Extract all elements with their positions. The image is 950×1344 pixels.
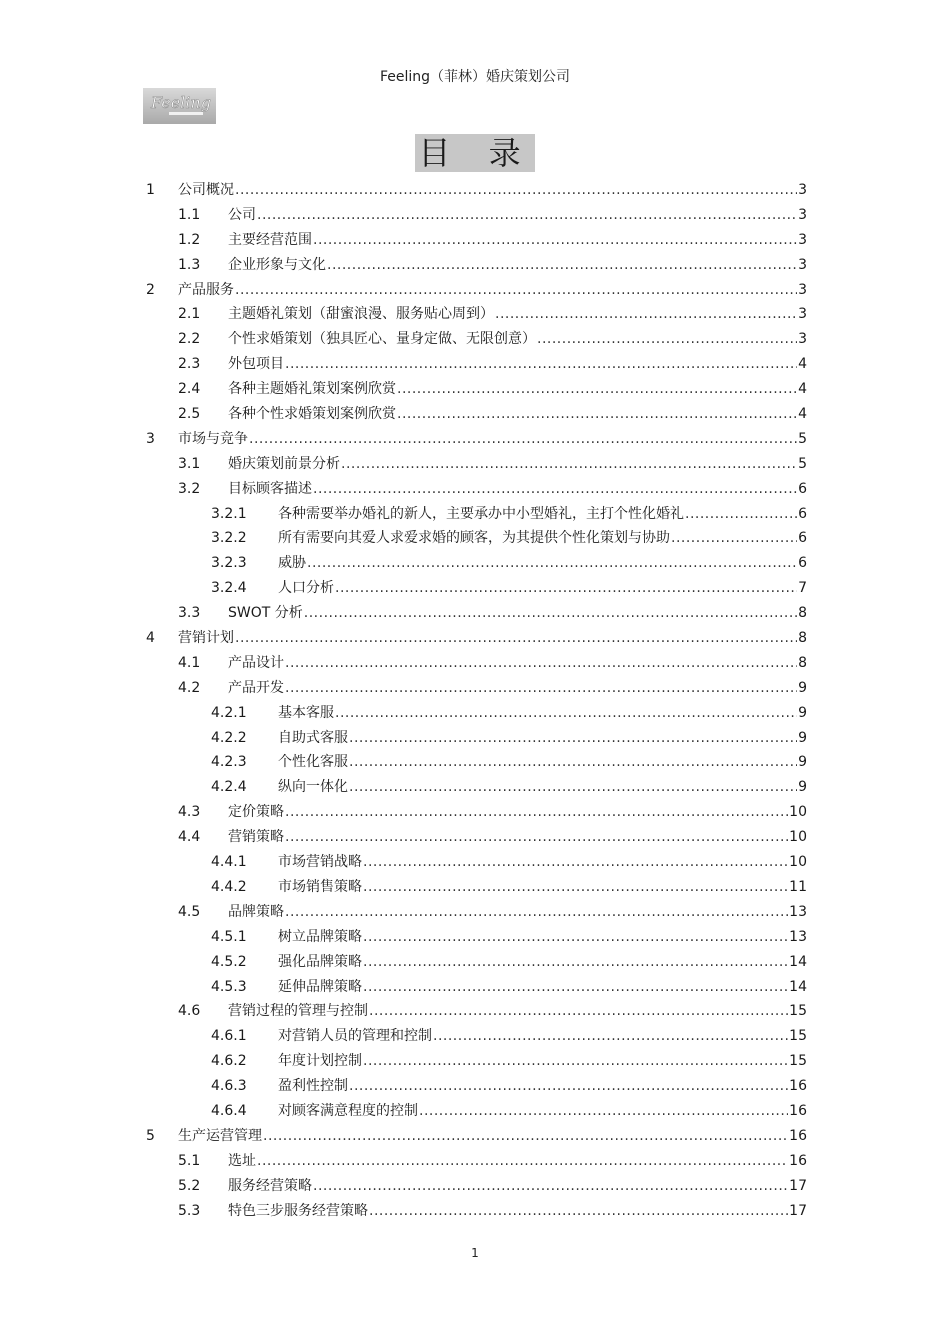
toc-entry-title: 年度计划控制 <box>278 1053 362 1070</box>
toc-entry-title: 服务经营策略 <box>228 1177 312 1194</box>
toc-entry-title: 主要经营范围 <box>228 231 312 248</box>
page-header <box>0 66 950 86</box>
toc-dot-leader <box>257 1149 788 1174</box>
toc-entry-page: 16 <box>789 1102 807 1119</box>
toc-entry-page: 9 <box>798 729 807 746</box>
toc-dot-leader <box>285 800 788 825</box>
toc-entry-number: 1.3 <box>178 256 201 273</box>
toc-entry-page: 13 <box>789 928 807 945</box>
toc-dot-leader <box>285 676 797 701</box>
toc-entry[interactable] <box>0 502 950 527</box>
toc-entry-number: 3.2.4 <box>211 580 247 597</box>
toc-dot-leader <box>313 228 797 253</box>
toc-entry-number: 2.3 <box>178 356 201 373</box>
toc-entry[interactable] <box>0 925 950 950</box>
toc-dot-leader <box>363 950 788 975</box>
header-company-name: Feeling（菲林）婚庆策划公司 <box>379 69 571 85</box>
toc-entry[interactable] <box>0 850 950 875</box>
toc-entry[interactable] <box>0 1099 950 1124</box>
toc-dot-leader <box>235 278 797 303</box>
toc-entry-page: 3 <box>798 231 807 248</box>
toc-dot-leader <box>335 701 797 726</box>
toc-dot-leader <box>363 1049 788 1074</box>
toc-entry-number: 4 <box>146 630 155 647</box>
toc-entry-page: 9 <box>798 704 807 721</box>
toc-entry[interactable] <box>0 900 950 925</box>
toc-entry-number: 3.2.2 <box>211 530 247 547</box>
toc-entry-title: 主题婚礼策划（甜蜜浪漫、服务贴心周到） <box>228 306 494 323</box>
toc-entry-number: 2 <box>146 281 155 298</box>
toc-entry[interactable] <box>0 825 950 850</box>
toc-entry-number: 3.2.1 <box>211 505 247 522</box>
toc-entry-page: 17 <box>789 1177 807 1194</box>
toc-entry[interactable] <box>0 750 950 775</box>
toc-entry-page: 13 <box>789 903 807 920</box>
toc-entry-number: 5.1 <box>178 1152 201 1169</box>
toc-entry-page: 7 <box>798 580 807 597</box>
toc-entry-page: 11 <box>789 878 807 895</box>
toc-entry-number: 3.1 <box>178 455 201 472</box>
toc-entry-title: 人口分析 <box>278 580 334 597</box>
toc-entry[interactable] <box>0 1024 950 1049</box>
toc-entry-number: 4.6.1 <box>211 1028 247 1045</box>
toc-dot-leader <box>363 875 788 900</box>
toc-entry-title: 纵向一体化 <box>278 779 348 796</box>
toc-entry[interactable] <box>0 1149 950 1174</box>
toc-entry-title: 基本客服 <box>278 704 334 721</box>
toc-dot-leader <box>349 750 797 775</box>
toc-entry-title: 企业形象与文化 <box>228 256 326 273</box>
toc-entry-title: 市场营销战略 <box>278 854 362 871</box>
toc-dot-leader <box>369 1199 788 1224</box>
toc-entry-page: 3 <box>798 182 807 198</box>
toc-entry-number: 2.4 <box>178 381 201 398</box>
toc-entry-title: 自助式客服 <box>278 729 348 746</box>
toc-entry-page: 17 <box>789 1202 807 1219</box>
company-logo <box>143 88 216 124</box>
toc-entry-number: 3.2.3 <box>211 555 247 572</box>
toc-entry-title: 各种需要举办婚礼的新人，主要承办中小型婚礼，主打个性化婚礼 <box>278 505 684 522</box>
toc-entry-title: 各种主题婚礼策划案例欣赏 <box>228 381 396 398</box>
toc-entry-title: 婚庆策划前景分析 <box>228 455 340 472</box>
toc-dot-leader <box>363 850 788 875</box>
toc-entry-title: 对顾客满意程度的控制 <box>278 1102 418 1119</box>
toc-entry[interactable] <box>0 576 950 601</box>
toc-entry-page: 16 <box>789 1078 807 1095</box>
toc-dot-leader <box>235 178 797 203</box>
toc-entry-number: 5.3 <box>178 1202 201 1219</box>
toc-entry-title: 生产运营管理 <box>178 1127 262 1144</box>
toc-entry[interactable] <box>0 203 950 228</box>
toc-dot-leader <box>285 900 788 925</box>
toc-entry[interactable] <box>0 601 950 626</box>
toc-entry-page: 8 <box>798 654 807 671</box>
toc-entry-title: 公司 <box>228 206 256 223</box>
toc-entry-page: 3 <box>798 256 807 273</box>
toc-entry[interactable] <box>0 477 950 502</box>
logo-text: Feeling <box>151 93 211 112</box>
toc-dot-leader <box>313 1174 788 1199</box>
toc-entry[interactable] <box>0 551 950 576</box>
toc-entry-page: 10 <box>789 854 807 871</box>
toc-entry-page: 16 <box>789 1152 807 1169</box>
toc-dot-leader <box>495 302 797 327</box>
toc-entry-title: 公司概况 <box>178 182 234 198</box>
toc-dot-leader <box>349 775 797 800</box>
toc-entry-page: 4 <box>798 381 807 398</box>
toc-entry[interactable] <box>0 975 950 1000</box>
toc-entry-page: 10 <box>789 804 807 821</box>
toc-entry[interactable] <box>0 352 950 377</box>
toc-entry-title: 延伸品牌策略 <box>278 978 362 995</box>
toc-dot-leader <box>257 203 797 228</box>
toc-entry-title: 强化品牌策略 <box>278 953 362 970</box>
toc-entry[interactable] <box>0 651 950 676</box>
toc-entry-title: 营销过程的管理与控制 <box>228 1003 368 1020</box>
toc-title <box>0 134 950 172</box>
toc-entry[interactable] <box>0 253 950 278</box>
toc-dot-leader <box>249 427 797 452</box>
toc-dot-leader <box>671 526 797 551</box>
toc-dot-leader <box>304 601 797 626</box>
toc-dot-leader <box>397 402 797 427</box>
toc-entry-number: 2.1 <box>178 306 201 323</box>
toc-entry-page: 14 <box>789 953 807 970</box>
toc-dot-leader <box>285 651 797 676</box>
toc-entry-title: 目标顾客描述 <box>228 480 312 497</box>
toc-dot-leader <box>263 1124 788 1149</box>
toc-entry-number: 4.3 <box>178 804 201 821</box>
toc-entry-page: 9 <box>798 679 807 696</box>
toc-entry-page: 3 <box>798 281 807 298</box>
toc-entry-title: 外包项目 <box>228 356 284 373</box>
toc-entry-title: 产品设计 <box>228 654 284 671</box>
toc-entry[interactable] <box>0 178 950 203</box>
toc-entry-page: 5 <box>798 430 807 447</box>
toc-entry-page: 15 <box>789 1028 807 1045</box>
toc-entry-page: 5 <box>798 455 807 472</box>
logo-image <box>143 88 216 124</box>
toc-entry-title: 所有需要向其爱人求爱求婚的顾客，为其提供个性化策划与协助 <box>278 530 670 547</box>
toc-dot-leader <box>397 377 797 402</box>
toc-entry-page: 9 <box>798 754 807 771</box>
toc-dot-leader <box>313 477 797 502</box>
toc-entry-page: 3 <box>798 206 807 223</box>
toc-entry-number: 3 <box>146 430 155 447</box>
toc-entry[interactable] <box>0 377 950 402</box>
toc-entry-page: 6 <box>798 530 807 547</box>
toc-dot-leader <box>419 1099 788 1124</box>
toc-entry-number: 4.2.4 <box>211 779 247 796</box>
toc-dot-leader <box>685 502 797 527</box>
toc-entry-number: 1.2 <box>178 231 201 248</box>
toc-entry-number: 5 <box>146 1127 155 1144</box>
toc-entry[interactable] <box>0 875 950 900</box>
toc-entry-title: 市场销售策略 <box>278 878 362 895</box>
toc-entry[interactable] <box>0 1174 950 1199</box>
toc-entry-number: 3.2 <box>178 480 201 497</box>
toc-entry-title: 营销策略 <box>228 829 284 846</box>
table-of-contents <box>0 178 950 1223</box>
toc-dot-leader <box>349 1074 788 1099</box>
toc-entry-title: 特色三步服务经营策略 <box>228 1202 368 1219</box>
toc-entry[interactable] <box>0 999 950 1024</box>
toc-entry-title: 对营销人员的管理和控制 <box>278 1028 432 1045</box>
toc-dot-leader <box>327 253 797 278</box>
toc-dot-leader <box>285 352 797 377</box>
toc-entry-title: 品牌策略 <box>228 903 284 920</box>
toc-entry[interactable] <box>0 427 950 452</box>
toc-entry-page: 10 <box>789 829 807 846</box>
toc-entry-number: 4.4.1 <box>211 854 247 871</box>
toc-entry-number: 2.2 <box>178 331 201 348</box>
toc-entry-title: 市场与竞争 <box>178 430 248 447</box>
toc-entry-page: 6 <box>798 480 807 497</box>
toc-entry-number: 4.5 <box>178 903 201 920</box>
toc-entry[interactable] <box>0 302 950 327</box>
toc-dot-leader <box>335 576 797 601</box>
toc-entry-page: 3 <box>798 306 807 323</box>
toc-entry[interactable] <box>0 800 950 825</box>
toc-dot-leader <box>369 999 788 1024</box>
toc-dot-leader <box>537 327 797 352</box>
toc-entry-number: 4.5.3 <box>211 978 247 995</box>
toc-entry[interactable] <box>0 402 950 427</box>
toc-entry[interactable] <box>0 726 950 751</box>
toc-entry-number: 4.2.1 <box>211 704 247 721</box>
toc-entry-number: 2.5 <box>178 406 201 423</box>
toc-entry[interactable] <box>0 526 950 551</box>
toc-dot-leader <box>235 626 797 651</box>
toc-entry-number: 4.6.3 <box>211 1078 247 1095</box>
toc-entry[interactable] <box>0 626 950 651</box>
toc-entry-number: 5.2 <box>178 1177 201 1194</box>
toc-entry[interactable] <box>0 676 950 701</box>
toc-entry[interactable] <box>0 1049 950 1074</box>
toc-entry-page: 9 <box>798 779 807 796</box>
toc-entry-title: 各种个性求婚策划案例欣赏 <box>228 406 396 423</box>
toc-dot-leader <box>341 452 797 477</box>
toc-entry[interactable] <box>0 1199 950 1224</box>
toc-entry-page: 4 <box>798 406 807 423</box>
toc-entry-title: 选址 <box>228 1152 256 1169</box>
toc-entry-page: 14 <box>789 978 807 995</box>
toc-entry-title: 盈利性控制 <box>278 1078 348 1095</box>
toc-entry-number: 4.5.1 <box>211 928 247 945</box>
toc-title-text: 目 录 <box>415 134 534 172</box>
toc-entry[interactable] <box>0 228 950 253</box>
toc-entry-number: 4.6.4 <box>211 1102 247 1119</box>
toc-entry-title: SWOT 分析 <box>228 605 303 622</box>
toc-entry-title: 个性求婚策划（独具匠心、量身定做、无限创意） <box>228 331 536 348</box>
toc-dot-leader <box>349 726 797 751</box>
toc-entry[interactable] <box>0 950 950 975</box>
toc-entry-page: 3 <box>798 331 807 348</box>
toc-entry-page: 15 <box>789 1003 807 1020</box>
toc-entry[interactable] <box>0 278 950 303</box>
toc-entry[interactable] <box>0 1124 950 1149</box>
toc-entry-number: 1 <box>146 182 155 198</box>
toc-entry-title: 定价策略 <box>228 804 284 821</box>
toc-dot-leader <box>433 1024 788 1049</box>
toc-dot-leader <box>307 551 797 576</box>
toc-entry-number: 3.3 <box>178 605 201 622</box>
toc-entry-page: 15 <box>789 1053 807 1070</box>
toc-entry-title: 树立品牌策略 <box>278 928 362 945</box>
toc-entry-number: 4.5.2 <box>211 953 247 970</box>
toc-entry-title: 产品开发 <box>228 679 284 696</box>
toc-entry-number: 4.4 <box>178 829 201 846</box>
toc-entry[interactable] <box>0 701 950 726</box>
toc-dot-leader <box>363 975 788 1000</box>
toc-entry[interactable] <box>0 452 950 477</box>
toc-entry-page: 6 <box>798 555 807 572</box>
page-number: 1 <box>471 1246 479 1260</box>
toc-entry-title: 营销计划 <box>178 630 234 647</box>
toc-entry-number: 4.1 <box>178 654 201 671</box>
page-footer <box>0 1246 950 1260</box>
toc-entry-page: 6 <box>798 505 807 522</box>
toc-entry-title: 个性化客服 <box>278 754 348 771</box>
toc-entry-number: 4.2.3 <box>211 754 247 771</box>
logo-underline <box>169 112 203 115</box>
toc-entry-number: 4.4.2 <box>211 878 247 895</box>
toc-entry[interactable] <box>0 327 950 352</box>
toc-entry-number: 4.6 <box>178 1003 201 1020</box>
toc-entry-title: 威胁 <box>278 555 306 572</box>
toc-entry-page: 4 <box>798 356 807 373</box>
toc-entry-number: 4.2.2 <box>211 729 247 746</box>
toc-entry[interactable] <box>0 1074 950 1099</box>
toc-entry-number: 1.1 <box>178 206 201 223</box>
toc-entry-page: 8 <box>798 605 807 622</box>
toc-entry-number: 4.2 <box>178 679 201 696</box>
toc-entry-page: 16 <box>789 1127 807 1144</box>
toc-entry-title: 产品服务 <box>178 281 234 298</box>
toc-dot-leader <box>363 925 788 950</box>
toc-entry-number: 4.6.2 <box>211 1053 247 1070</box>
toc-entry[interactable] <box>0 775 950 800</box>
toc-dot-leader <box>285 825 788 850</box>
toc-entry-page: 8 <box>798 630 807 647</box>
